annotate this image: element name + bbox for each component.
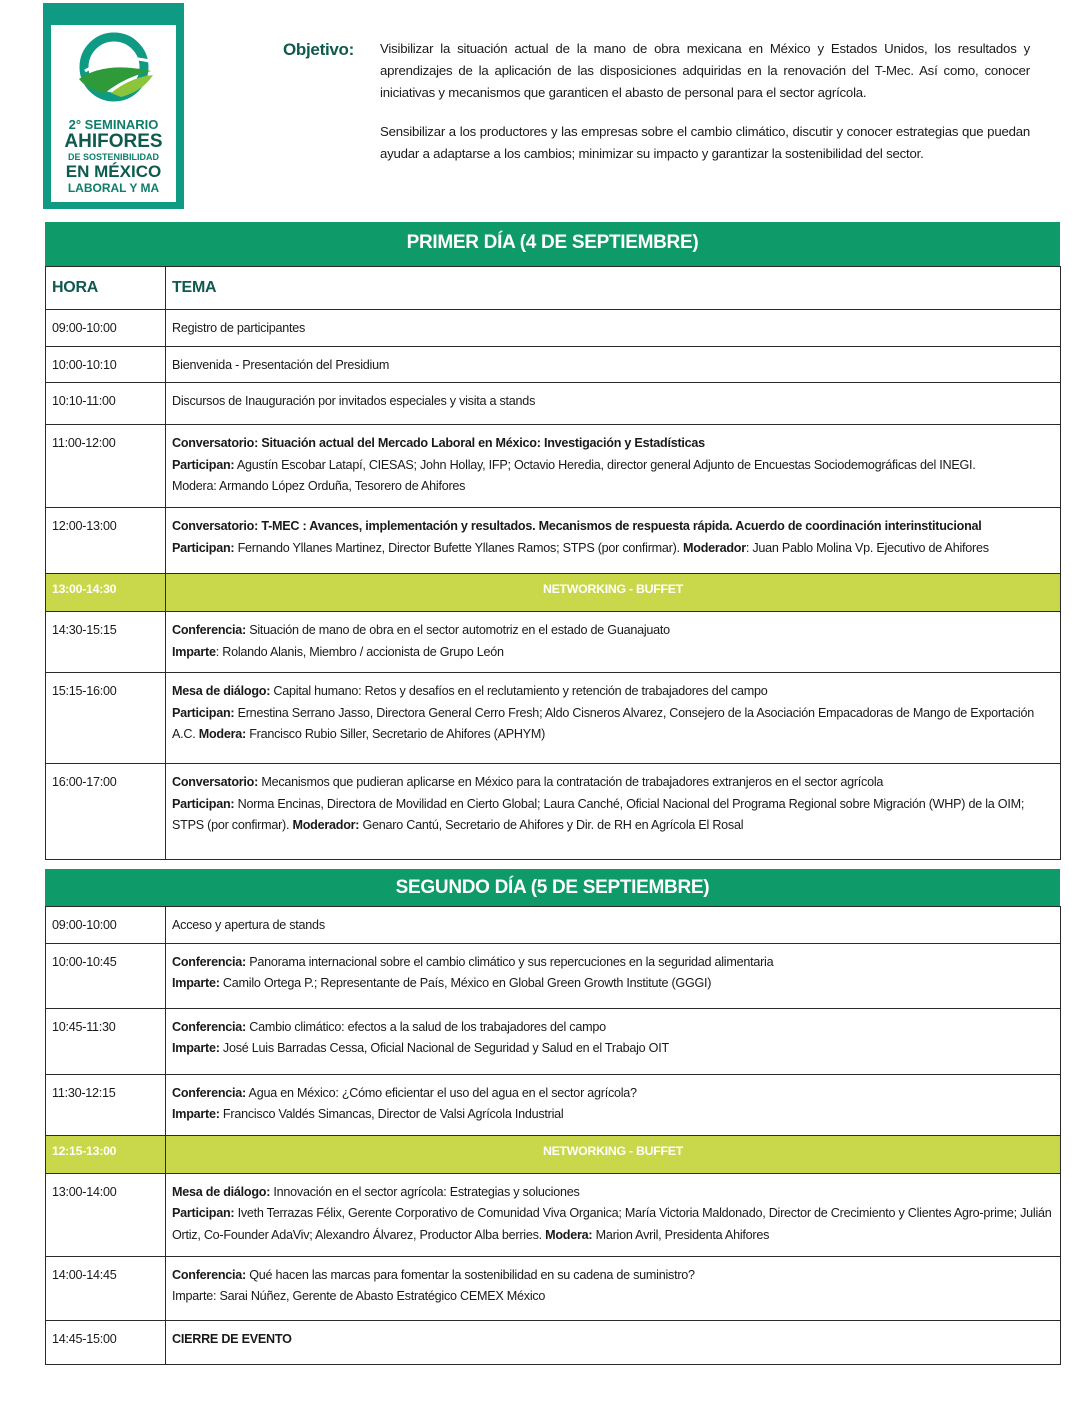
tema-column-header: TEMA [166,267,1061,310]
session-title-line [172,681,1054,703]
session-time: 13:00-14:30 [46,574,166,612]
session-title-line [172,318,1054,340]
session-title: Acceso y apertura de stands [172,918,325,932]
day1-schedule-table [45,266,1061,860]
speakers-text: Agustín Escobar Latapí, CIESAS; John Hollay, IFP; Octavio Heredia, director general Adjunto de Encuestas Sociodemográficas del INEGI. [234,457,976,472]
day1-header: PRIMER DÍA (4 DE SEPTIEMBRE) [45,222,1060,266]
schedule-row [46,1173,1061,1256]
session-type-label: Conversatorio: Situación actual del Mercado Laboral en México: Investigación y Estadísticas [172,436,705,450]
session-type-label: Conferencia: [172,1267,246,1282]
schedule-row [46,1008,1061,1074]
session-speakers-line [172,538,1054,560]
speakers-role-label: Participan: [172,705,235,720]
schedule-row [46,612,1061,673]
schedule-row [46,1074,1061,1135]
session-topic [166,1320,1061,1364]
session-title-line [172,1017,1054,1039]
session-type-label: Conversatorio: T-MEC : Avances, implementación y resultados. Mecanismos de respuesta rápida. Acuerdo de coordinación interinstitucional [172,519,982,533]
moderator-text: Francisco Rubio Siller, Secretario de Ahifores (APHYM) [245,727,546,741]
session-type-label: Mesa de diálogo: [172,684,271,698]
moderator-text: : Juan Pablo Molina Vp. Ejecutivo de Ahifores [745,540,989,555]
moderator-label: Moderador: [292,818,360,832]
logo-line-ahifores: AHIFORES [64,131,163,152]
session-topic [166,1008,1061,1074]
session-title: Capital humano: Retos y desafíos en el reclutamiento y retención de trabajadores del campo [270,684,768,698]
hora-column-header: HORA [46,267,166,310]
session-time: 10:00-10:45 [46,943,166,1008]
schedule-row [46,346,1061,383]
speakers-role-label: Imparte: [172,976,220,990]
session-title-line [172,355,1054,377]
moderator-text: Genaro Cantú, Secretario de Ahifores y Dir. de RH en Agrícola El Rosal [359,818,744,832]
session-moderator-line: Modera: Armando López Orduña, Tesorero de Ahifores [172,479,466,493]
session-topic [166,346,1061,383]
session-topic [166,764,1061,860]
session-title: Agua en México: ¿Cómo eficientar el uso del agua en el sector agrícola? [245,1085,637,1100]
speakers-text: Ernestina Serrano Jasso, Directora General Cerro Fresh; Aldo Cisneros Alvarez, Consejero de la Asociación Empacadoras de Mango de Exportación A.C. [172,705,1034,741]
day1-column-headers [46,267,1061,310]
schedule-row [46,1256,1061,1320]
moderator-label: Modera: [198,727,246,741]
schedule-row [46,673,1061,764]
session-speakers-line [172,973,1054,995]
schedule-row [46,943,1061,1008]
session-time: 15:15-16:00 [46,673,166,764]
schedule-row [46,383,1061,425]
networking-row [46,574,1061,612]
session-title-line [172,772,1054,794]
speakers-text: Imparte: Sarai Núñez, Gerente de Abasto Estratégico CEMEX México [172,1289,546,1303]
session-topic [166,425,1061,508]
speakers-role-label: Imparte: [172,1041,220,1055]
session-title-line [172,516,1054,538]
session-type-label: CIERRE DE EVENTO [172,1331,292,1346]
session-topic [166,612,1061,673]
logo-line-laboral: LABORAL Y MA [67,181,160,195]
speakers-role-label: Participan: [172,796,235,811]
session-time: 14:00-14:45 [46,1256,166,1320]
session-speakers-line [172,703,1054,746]
session-title-line [172,1182,1054,1204]
logo-line-sostenibilidad: DE SOSTENIBILIDAD [67,152,159,162]
session-time: 12:00-13:00 [46,508,166,574]
session-type-label: Mesa de diálogo: [172,1184,271,1199]
session-title: Panorama internacional sobre el cambio climático y sus repercuciones en la seguridad alimentaria [245,954,774,969]
session-speakers-line [172,1104,1054,1126]
session-speakers-line [172,1286,1054,1308]
session-speakers-line [172,642,1054,664]
session-type-label: Conversatorio: [172,775,259,789]
session-topic [166,383,1061,425]
session-title-line [172,433,1054,455]
speakers-text: Francisco Valdés Simancas, Director de Valsi Agrícola Industrial [219,1107,564,1121]
session-type-label: Conferencia: [172,1085,246,1100]
speakers-role-label: Imparte [172,644,216,659]
objective-label: Objetivo: [283,40,354,59]
speakers-role-label: Participan: [172,540,235,555]
session-type-label: Conferencia: [172,623,246,637]
session-type-label: Conferencia: [172,1019,246,1034]
networking-row [46,1135,1061,1173]
speakers-role-label: Participan: [172,457,235,472]
session-topic [166,907,1061,944]
session-speakers-line [172,1038,1054,1060]
schedule-row [46,764,1061,860]
logo-panel [51,25,176,202]
session-title-line [172,1329,1054,1351]
session-title-line [172,915,1054,937]
session-topic [166,309,1061,346]
day2-header: SEGUNDO DÍA (5 DE SEPTIEMBRE) [45,869,1060,906]
session-title: Mecanismos que pudieran aplicarse en México para la contratación de trabajadores extranjeros en el sector agrícola [258,775,884,789]
session-time: 11:30-12:15 [46,1074,166,1135]
speakers-text: : Rolando Alanis, Miembro / accionista de Grupo León [215,644,504,659]
session-topic [166,1074,1061,1135]
session-topic [166,1173,1061,1256]
session-title-line [172,1265,1054,1287]
schedule-row [46,907,1061,944]
session-topic [166,673,1061,764]
schedule-row [46,508,1061,574]
speakers-text: Fernando Yllanes Martinez, Director Bufette Yllanes Ramos; STPS (por confirmar). [234,540,684,555]
networking-label: NETWORKING - BUFFET [166,574,1061,612]
session-title-line [172,620,1054,642]
session-time: 14:30-15:15 [46,612,166,673]
session-speakers-line [172,455,1054,477]
session-title: Situación de mano de obra en el sector automotriz en el estado de Guanajuato [245,623,670,637]
session-title: Registro de participantes [172,320,306,335]
seminar-logo [43,3,184,209]
objective-paragraph-2: Sensibilizar a los productores y las empresas sobre el cambio climático, discutir y conocer estrategias que puedan ayudar a adaptarse a los cambios; minimizar su impacto y garantizar la sostenibilidad del sector. [380,124,1030,161]
session-speakers-line [172,794,1054,837]
session-time: 12:15-13:00 [46,1135,166,1173]
session-time: 09:00-10:00 [46,907,166,944]
session-title: Innovación en el sector agrícola: Estrategias y soluciones [270,1184,580,1199]
session-time: 16:00-17:00 [46,764,166,860]
session-time: 11:00-12:00 [46,425,166,508]
speakers-text: Norma Encinas, Directora de Movilidad en Cierto Global; Laura Canché, Oficial Nacional del Programa Regional sobre Migración (WHP) de la OIM; STPS (por confirmar). [172,796,1025,832]
session-topic [166,943,1061,1008]
objective-paragraph-1: Visibilizar la situación actual de la mano de obra mexicana en México y Estados Unidos, los resultados y aprendizajes de la aplicación de las disposiciones adquiridas en la renovación del T-Mec. Así como, conocer iniciativas y mecanismos que garanticen el abasto de personal para el sector agrícola. [380,41,1030,100]
logo-line-mexico: EN MÉXICO [65,162,162,181]
session-time: 13:00-14:00 [46,1173,166,1256]
session-title-line [172,1083,1054,1105]
speakers-role-label: Participan: [172,1206,235,1220]
networking-label: NETWORKING - BUFFET [166,1135,1061,1173]
moderator-label: Moderador [683,540,746,555]
speakers-text: Iveth Terrazas Félix, Gerente Corporativo de Comunidad Viva Organica; María Victoria Maldonado, Director de Crecimiento y Clientes Agro-prime; Julián Ortiz, Co-Founder AdaViv; Alexandro Álvarez, Productor Alba berries. [172,1206,1052,1242]
schedule-row [46,425,1061,508]
session-time: 14:45-15:00 [46,1320,166,1364]
speakers-text: Camilo Ortega P.; Representante de País, México en Global Green Growth Institute (GGGI) [219,976,712,990]
schedule-row [46,1320,1061,1364]
session-title-line [172,391,1054,413]
moderator-label: Modera: [545,1227,593,1242]
session-time: 10:10-11:00 [46,383,166,425]
leaf-circle-icon [65,31,163,103]
session-title: Discursos de Inauguración por invitados especiales y visita a stands [172,394,536,408]
session-title-line [172,952,1054,974]
session-type-label: Conferencia: [172,954,246,969]
session-time: 10:45-11:30 [46,1008,166,1074]
session-topic [166,508,1061,574]
session-title: Bienvenida - Presentación del Presidium [172,357,390,372]
speakers-text: José Luis Barradas Cessa, Oficial Nacional de Seguridad y Salud en el Trabajo OIT [219,1041,669,1055]
session-speakers-line [172,1203,1054,1246]
logo-line-seminario: 2° SEMINARIO [68,117,159,132]
session-time: 10:00-10:10 [46,346,166,383]
session-topic [166,1256,1061,1320]
session-title: Cambio climático: efectos a la salud de los trabajadores del campo [245,1019,606,1034]
day2-schedule-table [45,906,1061,1365]
session-time: 09:00-10:00 [46,309,166,346]
speakers-role-label: Imparte: [172,1107,220,1121]
moderator-text: Marion Avril, Presidenta Ahifores [592,1227,770,1242]
session-title: Qué hacen las marcas para fomentar la sostenibilidad en su cadena de suministro? [245,1267,695,1282]
schedule-row [46,309,1061,346]
